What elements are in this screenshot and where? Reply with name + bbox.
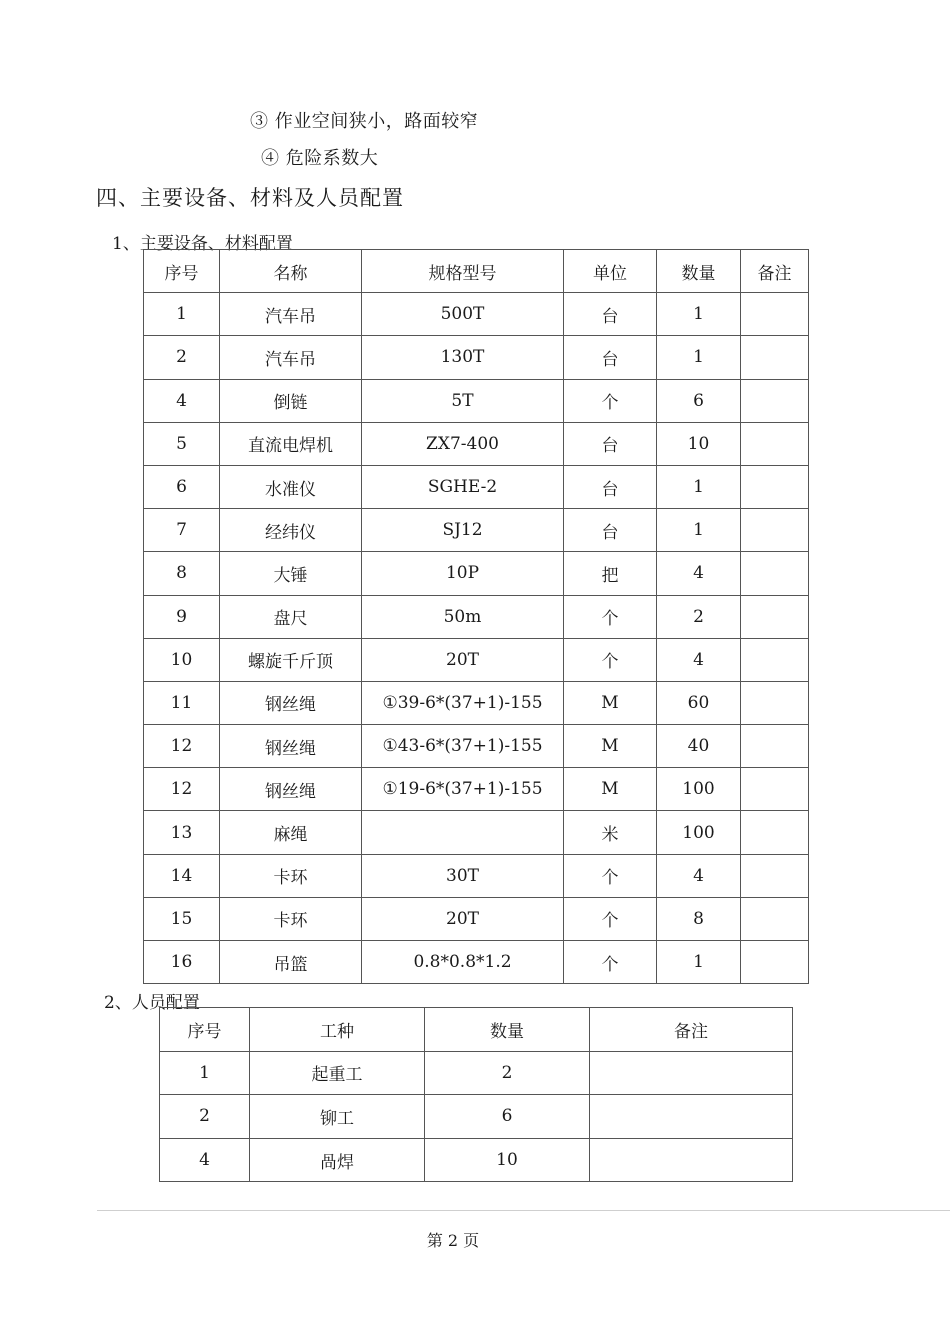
table-cell: M: [564, 725, 657, 768]
table-cell: [362, 811, 564, 854]
table-cell: 汽车吊: [220, 293, 362, 336]
table-row: [144, 768, 809, 811]
table-cell: 16: [144, 941, 220, 984]
table-cell: 2: [160, 1095, 250, 1139]
header-cell: 单位: [564, 250, 657, 293]
table-cell: 500T: [362, 293, 564, 336]
header-cell: 名称: [220, 250, 362, 293]
table-row: [144, 811, 809, 854]
table-cell: 卡环: [220, 897, 362, 940]
table-cell: [741, 293, 809, 336]
table-cell: 1: [144, 293, 220, 336]
table-cell: 米: [564, 811, 657, 854]
table-cell: 1: [657, 465, 741, 508]
table-cell: 9: [144, 595, 220, 638]
table-cell: 5: [144, 422, 220, 465]
table-cell: 台: [564, 422, 657, 465]
table-header-row: [144, 250, 809, 293]
table-cell: [741, 509, 809, 552]
table-cell: [741, 465, 809, 508]
table-cell: 30T: [362, 854, 564, 897]
table-cell: [741, 811, 809, 854]
table-cell: ZX7-400: [362, 422, 564, 465]
table-cell: 10: [425, 1138, 590, 1182]
table-cell: 麻绳: [220, 811, 362, 854]
table-cell: 螺旋千斤顶: [220, 638, 362, 681]
table-cell: 台: [564, 336, 657, 379]
header-cell: 序号: [160, 1008, 250, 1052]
table-cell: 14: [144, 854, 220, 897]
table-row: [144, 725, 809, 768]
table-cell: [741, 725, 809, 768]
table-cell: 12: [144, 768, 220, 811]
table-cell: 1: [657, 941, 741, 984]
table-cell: [741, 552, 809, 595]
table-row: [160, 1051, 793, 1095]
risk-item-3: ③ 作业空间狭小，路面较窄: [250, 111, 479, 132]
risk-item-4: ④ 危险系数大: [261, 148, 379, 169]
table-cell: 个: [564, 379, 657, 422]
table-row: [144, 336, 809, 379]
table-cell: 40: [657, 725, 741, 768]
table-cell: 4: [657, 854, 741, 897]
table-cell: 2: [425, 1051, 590, 1095]
table-cell: 咼焊: [250, 1138, 425, 1182]
table-cell: 0.8*0.8*1.2: [362, 941, 564, 984]
table-cell: M: [564, 768, 657, 811]
table-cell: [741, 854, 809, 897]
table-cell: 100: [657, 811, 741, 854]
table-cell: 1: [657, 336, 741, 379]
table-row: [160, 1095, 793, 1139]
table-row: [144, 595, 809, 638]
table-cell: 铆工: [250, 1095, 425, 1139]
equipment-table: [143, 249, 809, 984]
table-cell: 2: [144, 336, 220, 379]
table-cell: SJ12: [362, 509, 564, 552]
table-cell: 15: [144, 897, 220, 940]
table-cell: [590, 1095, 793, 1139]
table-row: [144, 509, 809, 552]
table-cell: 钢丝绳: [220, 768, 362, 811]
table-cell: [741, 897, 809, 940]
table-row: [144, 681, 809, 724]
table-cell: 13: [144, 811, 220, 854]
header-cell: 序号: [144, 250, 220, 293]
table-cell: 个: [564, 595, 657, 638]
header-cell: 工种: [250, 1008, 425, 1052]
table-cell: 100: [657, 768, 741, 811]
table-cell: 4: [160, 1138, 250, 1182]
table-cell: ①39-6*(37+1)-155: [362, 681, 564, 724]
table-cell: 8: [657, 897, 741, 940]
table-cell: 4: [657, 552, 741, 595]
table-cell: 6: [657, 379, 741, 422]
table-cell: [741, 681, 809, 724]
table-cell: ①19-6*(37+1)-155: [362, 768, 564, 811]
table-header-row: [160, 1008, 793, 1052]
table-cell: 1: [160, 1051, 250, 1095]
table-cell: 吊篮: [220, 941, 362, 984]
table-cell: 钢丝绳: [220, 681, 362, 724]
table-cell: 4: [144, 379, 220, 422]
page-number: 第 2 页: [426, 1231, 480, 1250]
table-cell: 经纬仪: [220, 509, 362, 552]
table-cell: [741, 595, 809, 638]
table-cell: 个: [564, 638, 657, 681]
table-row: [144, 293, 809, 336]
header-cell: 数量: [657, 250, 741, 293]
table-row: [144, 465, 809, 508]
table-cell: 10: [144, 638, 220, 681]
table-cell: 8: [144, 552, 220, 595]
table-cell: 盘尺: [220, 595, 362, 638]
equipment-table-title: 1、主要设备、材料配置: [112, 234, 293, 254]
table-row: [144, 941, 809, 984]
table-cell: 台: [564, 465, 657, 508]
table-cell: 10: [657, 422, 741, 465]
table-row: [144, 854, 809, 897]
table-cell: [741, 379, 809, 422]
table-cell: [741, 941, 809, 984]
table-cell: 1: [657, 509, 741, 552]
table-cell: 倒链: [220, 379, 362, 422]
table-cell: 大锤: [220, 552, 362, 595]
table-cell: 1: [657, 293, 741, 336]
table-cell: [590, 1138, 793, 1182]
table-cell: 7: [144, 509, 220, 552]
table-cell: 个: [564, 941, 657, 984]
table-cell: 钢丝绳: [220, 725, 362, 768]
table-cell: 6: [144, 465, 220, 508]
table-cell: M: [564, 681, 657, 724]
table-cell: ①43-6*(37+1)-155: [362, 725, 564, 768]
table-cell: 20T: [362, 638, 564, 681]
table-cell: 50m: [362, 595, 564, 638]
footer-divider: [97, 1210, 950, 1211]
header-cell: 规格型号: [362, 250, 564, 293]
table-cell: 60: [657, 681, 741, 724]
header-cell: 数量: [425, 1008, 590, 1052]
table-row: [144, 638, 809, 681]
table-cell: 个: [564, 854, 657, 897]
section-title: 四、主要设备、材料及人员配置: [96, 186, 404, 210]
table-cell: 11: [144, 681, 220, 724]
staff-table-title: 2、人员配置: [104, 993, 200, 1013]
table-cell: 水准仪: [220, 465, 362, 508]
table-cell: 卡环: [220, 854, 362, 897]
table-cell: [590, 1051, 793, 1095]
table-cell: 汽车吊: [220, 336, 362, 379]
table-cell: 20T: [362, 897, 564, 940]
table-cell: 台: [564, 509, 657, 552]
table-cell: [741, 336, 809, 379]
table-cell: 12: [144, 725, 220, 768]
table-row: [144, 552, 809, 595]
table-cell: 2: [657, 595, 741, 638]
header-cell: 备注: [741, 250, 809, 293]
table-cell: 6: [425, 1095, 590, 1139]
table-row: [144, 379, 809, 422]
table-row: [144, 422, 809, 465]
table-cell: 起重工: [250, 1051, 425, 1095]
table-cell: 台: [564, 293, 657, 336]
table-cell: 10P: [362, 552, 564, 595]
table-cell: 4: [657, 638, 741, 681]
staff-table: [159, 1007, 793, 1182]
table-cell: 直流电焊机: [220, 422, 362, 465]
header-cell: 备注: [590, 1008, 793, 1052]
table-cell: 5T: [362, 379, 564, 422]
table-cell: 个: [564, 897, 657, 940]
table-cell: 把: [564, 552, 657, 595]
table-cell: [741, 422, 809, 465]
table-row: [144, 897, 809, 940]
table-cell: 130T: [362, 336, 564, 379]
table-cell: SGHE-2: [362, 465, 564, 508]
table-cell: [741, 638, 809, 681]
table-cell: [741, 768, 809, 811]
table-row: [160, 1138, 793, 1182]
